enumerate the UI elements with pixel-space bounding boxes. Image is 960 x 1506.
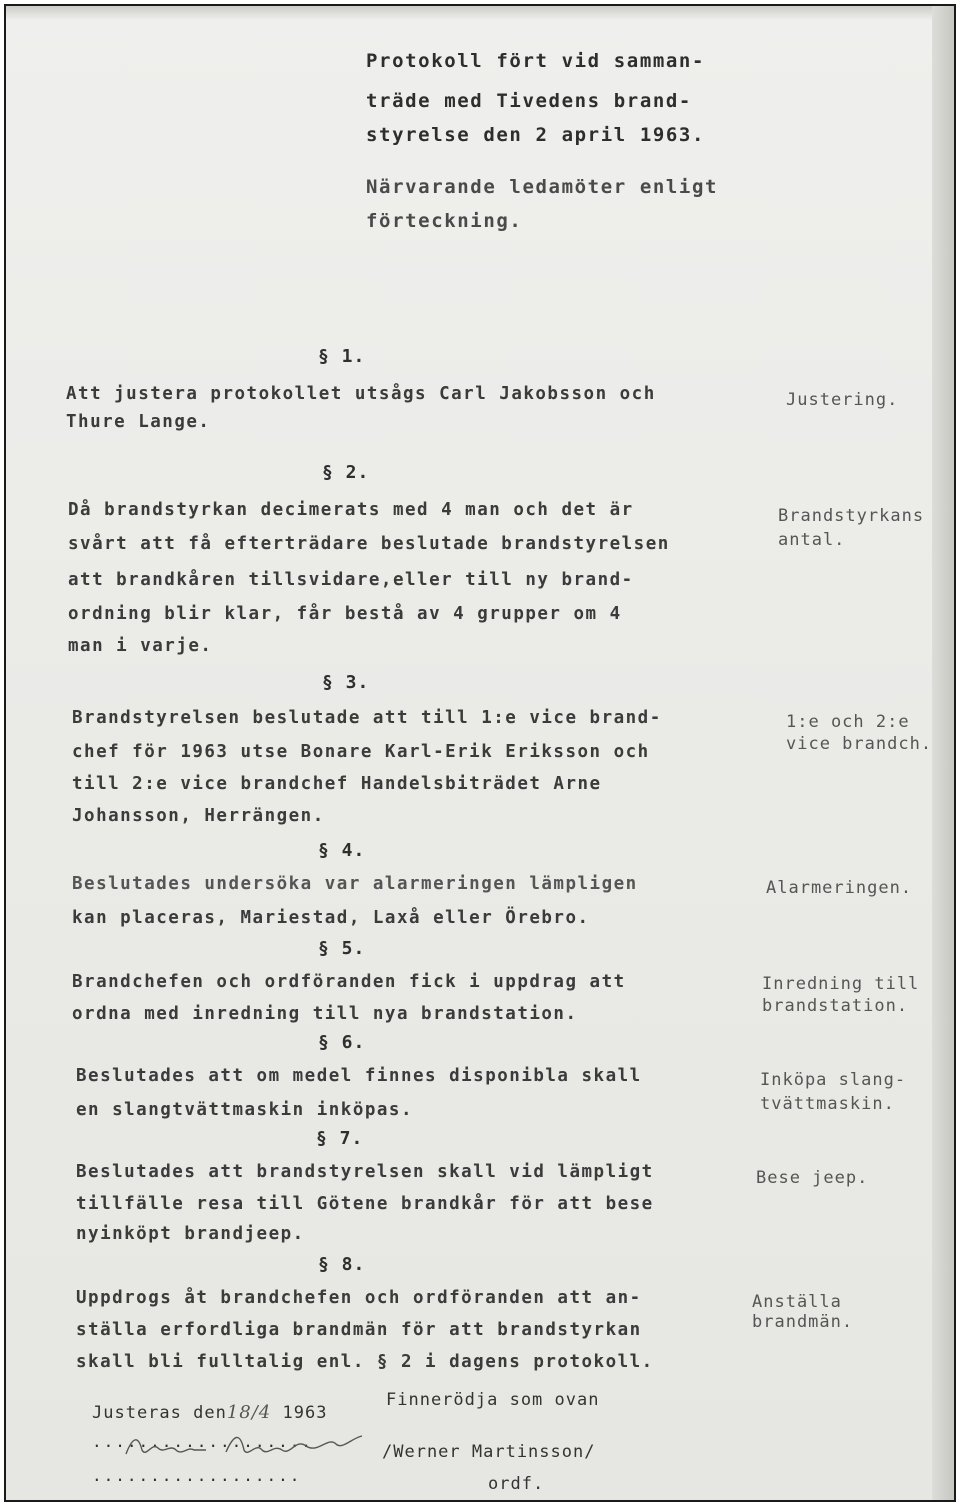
section-2-line-3: att brandkåren tillsvidare,eller till ny brand- [68, 570, 634, 590]
section-3-line-4: Johansson, Herrängen. [72, 806, 325, 826]
justeras-line [92, 1402, 327, 1423]
section-3-margin-2: vice brandch. [786, 734, 933, 754]
section-8-line-2: ställa erfordliga brandmän för att brandstyrkan [76, 1320, 642, 1340]
section-1-line-2: Thure Lange. [66, 412, 211, 432]
section-8-margin-1: Anställa [752, 1292, 842, 1312]
signature-line-2: .................. [92, 1466, 302, 1485]
section-2-line-5: man i varje. [68, 636, 213, 656]
place-text: Finnerödja som ovan [386, 1390, 600, 1410]
section-3-mark: § 3. [322, 672, 370, 693]
section-3-margin-1: 1:e och 2:e [786, 712, 910, 732]
section-7-line-3: nyinköpt brandjeep. [76, 1224, 305, 1244]
document-photo [4, 4, 956, 1502]
section-6-margin-1: Inköpa slang- [760, 1070, 907, 1090]
section-7-margin-1: Bese jeep. [756, 1168, 869, 1188]
section-1-line-1: Att justera protokollet utsågs Carl Jakobsson och [66, 384, 656, 404]
section-6-mark: § 6. [318, 1032, 366, 1053]
handwritten-signature [122, 1428, 368, 1462]
header-line-2: träde med Tivedens brand- [366, 90, 692, 112]
section-8-line-1: Uppdrogs åt brandchefen och ordföranden att an- [76, 1288, 642, 1308]
section-4-line-1: Beslutades undersöka var alarmeringen lämpligen [72, 874, 638, 894]
section-3-line-2: chef för 1963 utse Bonare Karl-Erik Eriksson och [72, 742, 650, 762]
section-2-margin-1: Brandstyrkans [778, 506, 925, 526]
section-8-margin-2: brandmän. [752, 1312, 854, 1332]
section-2-line-2: svårt att få efterträdare beslutade brandstyrelsen [68, 534, 670, 554]
section-2-line-1: Då brandstyrkan decimerats med 4 man och det är [68, 500, 634, 520]
section-4-mark: § 4. [318, 840, 366, 861]
section-7-mark: § 7. [316, 1128, 364, 1149]
section-4-line-2: kan placeras, Mariestad, Laxå eller Örebro. [72, 908, 590, 928]
paper-edge-strip [932, 6, 954, 1500]
section-7-line-2: tillfälle resa till Götene brandkår för att bese [76, 1194, 654, 1214]
signature-line-1: ................... [92, 1432, 314, 1451]
justeras-label: Justeras den [92, 1403, 227, 1423]
section-5-margin-2: brandstation. [762, 996, 909, 1016]
section-8-mark: § 8. [318, 1254, 366, 1275]
section-1-mark: § 1. [318, 346, 366, 367]
section-5-margin-1: Inredning till [762, 974, 920, 994]
signer-name: /Werner Martinsson/ [382, 1442, 596, 1462]
attendance-line-2: förteckning. [366, 210, 523, 232]
section-5-mark: § 5. [318, 938, 366, 959]
section-3-line-1: Brandstyrelsen beslutade att till 1:e vice brand- [72, 708, 662, 728]
section-6-line-2: en slangtvättmaskin inköpas. [76, 1100, 414, 1120]
section-2-margin-2: antal. [778, 530, 846, 550]
header-line-3: styrelse den 2 april 1963. [366, 124, 706, 146]
section-2-mark: § 2. [322, 462, 370, 483]
section-2-line-4: ordning blir klar, får bestå av 4 grupper om 4 [68, 604, 622, 624]
section-5-line-1: Brandchefen och ordföranden fick i uppdrag att [72, 972, 626, 992]
signature-scribble [122, 1428, 368, 1462]
section-3-line-3: till 2:e vice brandchef Handelsbiträdet Arne [72, 774, 602, 794]
top-shadow [6, 6, 954, 20]
justeras-year: 1963 [282, 1403, 328, 1423]
section-5-line-2: ordna med inredning till nya brandstation. [72, 1004, 578, 1024]
signer-role: ordf. [488, 1474, 545, 1494]
section-7-line-1: Beslutades att brandstyrelsen skall vid lämpligt [76, 1162, 654, 1182]
section-8-line-3: skall bli fulltalig enl. § 2 i dagens protokoll. [76, 1352, 654, 1372]
section-4-margin-1: Alarmeringen. [766, 878, 913, 898]
section-1-margin-1: Justering. [786, 390, 899, 410]
header-line-1: Protokoll fört vid samman- [366, 50, 706, 72]
justeras-date: 18/4 [226, 1402, 272, 1423]
section-6-margin-2: tvättmaskin. [760, 1094, 895, 1114]
attendance-line-1: Närvarande ledamöter enligt [366, 176, 719, 198]
section-6-line-1: Beslutades att om medel finnes disponibla skall [76, 1066, 642, 1086]
